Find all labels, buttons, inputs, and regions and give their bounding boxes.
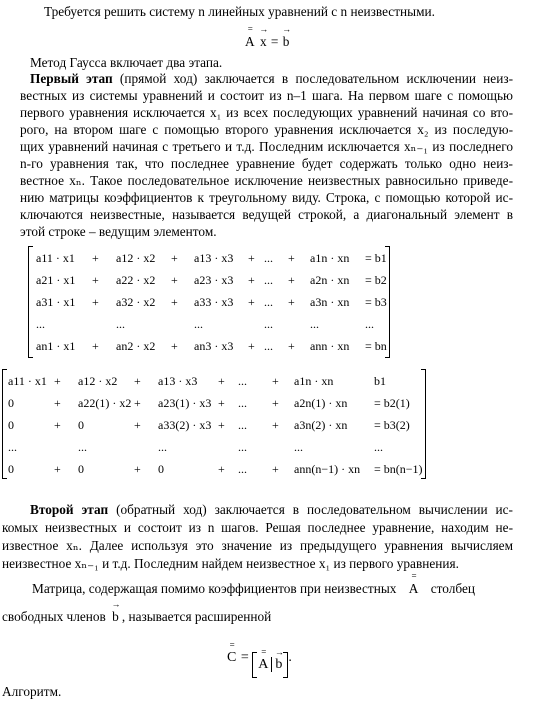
matrix-cell: ... — [194, 317, 203, 331]
stage1-line-4: щих уравнений начиная с третьего и т.д. Последним исключается xₙ₋₁ из последнего — [20, 139, 513, 154]
stage2-line-2: известное xₙ. Далее используя это значение из предыдущего уравнения вычисляем — [2, 538, 513, 553]
vector-b-symbol: → b — [282, 24, 291, 49]
matrix-cell: + — [134, 396, 141, 410]
augmented-bracket — [252, 647, 288, 678]
matrix-c-symbol: = C — [227, 640, 237, 665]
stage1-line-9: этой строке – ведущим элементом. — [20, 224, 217, 239]
matrix-cell: ... — [310, 317, 319, 331]
matrix-cell: + — [134, 462, 141, 476]
matrix-cell: a12 · x2 — [116, 251, 156, 265]
matrix-cell: ... — [238, 440, 247, 454]
matrix-cell: + — [92, 251, 99, 265]
matrix-cell: a13 · x3 — [158, 374, 198, 388]
matrix-cell: a21 · x1 — [36, 273, 76, 287]
matrix-cell: ... — [238, 418, 247, 432]
stage1-line-2: первого уравнения исключается x₁ из всех последующих уравнений начиная со вто- — [20, 105, 513, 120]
matrix-cell: a13 · x3 — [194, 251, 234, 265]
matrix-cell: + — [272, 396, 279, 410]
vector-b-symbol: → b — [274, 647, 283, 672]
matrix-cell: an2 · x2 — [116, 339, 156, 353]
matrix-cell: a3n(2) · xn — [294, 418, 348, 432]
matrix-cell: a23(1) · x3 — [158, 396, 212, 410]
matrix-cell: + — [248, 295, 255, 309]
matrix-cell: a3n · xn — [310, 295, 350, 309]
equals-sign: = — [240, 650, 249, 665]
matrix-cell: + — [54, 374, 61, 388]
matrix-cell: a12 · x2 — [78, 374, 118, 388]
matrix-cell: + — [272, 374, 279, 388]
matrix-cell: a2n(1) · xn — [294, 396, 348, 410]
matrix-cell: ... — [158, 440, 167, 454]
matrix-cell: + — [288, 251, 295, 265]
matrix-cell: + — [288, 273, 295, 287]
matrix-cell: = bn(n−1) — [374, 462, 423, 476]
vector-b-symbol: → b — [111, 599, 120, 624]
matrix-cell: a33(2) · x3 — [158, 418, 212, 432]
matrix-cell: a1n · xn — [310, 251, 350, 265]
matrix-cell: = b3 — [365, 295, 387, 309]
matrix-cell: a23 · x3 — [194, 273, 234, 287]
augmented-line-1: Матрица, содержащая помимо коэффициентов при неизвестных = A столбец — [32, 571, 475, 596]
matrix-cell: 0 — [8, 396, 14, 410]
system-equation — [244, 24, 291, 50]
matrix-cell: + — [218, 418, 225, 432]
matrix-a-symbol: = A — [408, 571, 419, 596]
stage1-line-0: Первый этап (прямой ход) заключается в последовательном исключении неиз- — [30, 71, 513, 86]
matrix-cell: ... — [294, 440, 303, 454]
stage1-line-3: рого, на втором шаге с помощью второго уравнения исключается x₂ из последую- — [20, 122, 513, 137]
matrix-cell: an3 · x3 — [194, 339, 234, 353]
equals-sign: = — [270, 34, 279, 49]
matrix-cell: + — [92, 339, 99, 353]
stage1-line-5: n-го уравнения так, что последнее уравнение будет содержать только одно неиз- — [20, 156, 513, 171]
method-text: Метод Гаусса включает два этапа. — [30, 55, 223, 70]
matrix-cell: ... — [116, 317, 125, 331]
algorithm-label: Алгоритм. — [2, 684, 62, 699]
matrix-cell: a1n · xn — [294, 374, 334, 388]
matrix-cell: + — [272, 462, 279, 476]
matrix-cell: ... — [238, 462, 247, 476]
left-bracket — [2, 369, 7, 479]
matrix-cell: + — [54, 396, 61, 410]
matrix-cell: = bn — [365, 339, 387, 353]
matrix-cell: ... — [365, 317, 374, 331]
matrix-cell: + — [218, 396, 225, 410]
vector-x-symbol: → x — [259, 24, 268, 49]
matrix-cell: ann · xn — [310, 339, 350, 353]
augmented-line-2: свободных членов → b , называется расширенной — [2, 599, 272, 624]
matrix-cell: + — [248, 339, 255, 353]
matrix-cell: + — [134, 374, 141, 388]
matrix-a-symbol: = A — [245, 24, 255, 49]
matrix-cell: ... — [78, 440, 87, 454]
matrix-cell: b1 — [374, 374, 386, 388]
stage2-line-0: Второй этап (обратный ход) заключается в последовательном вычислении ис- — [30, 502, 513, 517]
matrix-cell: + — [171, 295, 178, 309]
triangular-matrix — [2, 369, 426, 479]
matrix-cell: a22 · x2 — [116, 273, 156, 287]
matrix-a-symbol: = A — [258, 647, 269, 672]
matrix-cell: ... — [374, 440, 383, 454]
stage1-line-7: нию матрицы коэффициентов к треугольному виду. Строка, с помощью которой ис- — [20, 190, 513, 205]
matrix-cell: ... — [264, 295, 273, 309]
matrix-cell: a11 · x1 — [8, 374, 47, 388]
matrix-cell: a32 · x2 — [116, 295, 156, 309]
matrix-cell: + — [248, 251, 255, 265]
matrix-cell: = b2 — [365, 273, 387, 287]
left-bracket — [28, 246, 33, 358]
matrix-cell: 0 — [78, 462, 84, 476]
stage1-line-8: ключаются неизвестные, называется ведущей строкой, а диагональный элемент в — [20, 207, 513, 222]
matrix-cell: ... — [264, 339, 273, 353]
matrix-cell: ... — [238, 396, 247, 410]
matrix-cell: a33 · x3 — [194, 295, 234, 309]
coefficient-matrix — [28, 246, 390, 358]
matrix-cell: = b2(1) — [374, 396, 410, 410]
stage1-title: Первый этап — [30, 71, 113, 86]
matrix-cell: + — [54, 462, 61, 476]
matrix-cell: ... — [8, 440, 17, 454]
matrix-cell: 0 — [158, 462, 164, 476]
matrix-cell: 0 — [78, 418, 84, 432]
matrix-cell: ... — [264, 317, 273, 331]
matrix-cell: + — [248, 273, 255, 287]
matrix-cell: an1 · x1 — [36, 339, 76, 353]
matrix-cell: + — [134, 418, 141, 432]
matrix-cell: a2n · xn — [310, 273, 350, 287]
augmented-formula: = C = = A → b . — [226, 650, 292, 678]
matrix-cell: + — [171, 339, 178, 353]
stage2-line-3: неизвестное xₙ₋₁ и т.д. Последним найдем неизвестное x₁ из первого уравнения. — [2, 556, 459, 571]
matrix-cell: + — [272, 418, 279, 432]
matrix-cell: + — [218, 374, 225, 388]
matrix-cell: + — [92, 273, 99, 287]
matrix-cell: ann(n−1) · xn — [294, 462, 361, 476]
matrix-cell: = b1 — [365, 251, 387, 265]
matrix-cell: 0 — [8, 462, 14, 476]
stage2-title: Второй этап — [30, 502, 109, 517]
matrix-cell: ... — [264, 251, 273, 265]
stage2-line-1: комых неизвестных и состоит из n шагов. Решая последнее уравнение, находим не- — [2, 520, 513, 535]
matrix-cell: a22(1) · x2 — [78, 396, 132, 410]
matrix-cell: + — [288, 295, 295, 309]
matrix-cell: + — [171, 273, 178, 287]
matrix-cell: 0 — [8, 418, 14, 432]
matrix-cell: a11 · x1 — [36, 251, 75, 265]
matrix-cell: = b3(2) — [374, 418, 410, 432]
matrix-cell: ... — [264, 273, 273, 287]
matrix-cell: ... — [36, 317, 45, 331]
matrix-cell: a31 · x1 — [36, 295, 76, 309]
stage1-line-1: вестных из системы уравнений и состоит из n–1 шага. На первом шаге с помощью — [20, 88, 513, 103]
matrix-cell: ... — [238, 374, 247, 388]
matrix-cell: + — [171, 251, 178, 265]
intro-text: Требуется решить систему n линейных уравнений с n неизвестными. — [44, 4, 435, 19]
stage1-line-6: вестное xₙ. Такое последовательное исключение неизвестных равносильно приведе- — [20, 173, 513, 188]
matrix-cell: + — [92, 295, 99, 309]
matrix-cell: + — [54, 418, 61, 432]
matrix-cell: + — [288, 339, 295, 353]
matrix-cell: + — [218, 462, 225, 476]
